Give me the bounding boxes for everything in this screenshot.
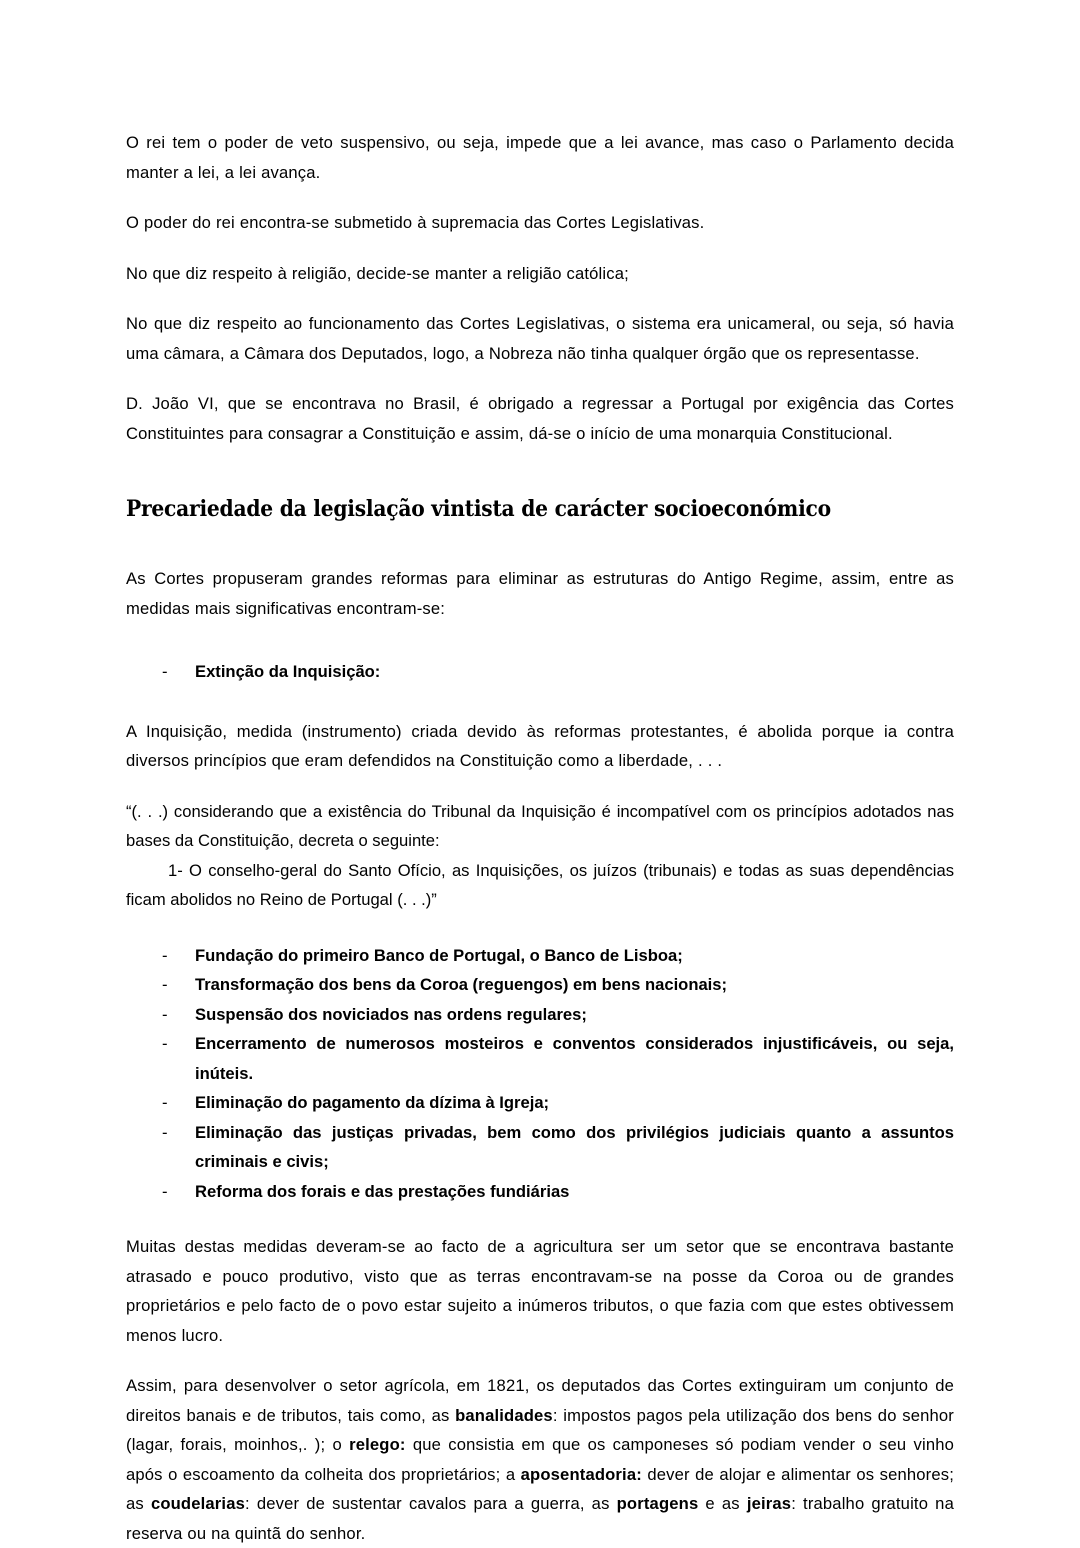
paragraph-agricultura: Muitas destas medidas deveram-se ao facto de a agricultura ser um setor que se encontrava bastante atrasado e pouco produtivo, visto que as terras encontravam-se na posse da Coroa ou de grandes proprietários e pelo facto de o povo estar sujeito a inúmeros tributos, o que fazia com que estes obtivessem menos lucro. (126, 1237, 954, 1345)
dash-bullet-icon: - (162, 662, 168, 681)
list-item (126, 1029, 954, 1088)
list-item-label: Encerramento de numerosos mosteiros e conventos considerados injustificáveis, ou seja, inúteis. (195, 1034, 954, 1083)
section-heading-block (126, 494, 954, 524)
measures-list (126, 941, 954, 1207)
list-item-label: Fundação do primeiro Banco de Portugal, o Banco de Lisboa; (195, 945, 683, 965)
dash-bullet-icon: - (162, 1004, 168, 1024)
term-aposentadoria: aposentadoria: (520, 1464, 642, 1484)
paragraph-inquisicao: A Inquisição, medida (instrumento) criada devido às reformas protestantes, é abolida porque ia contra diversos princípios que eram defendidos na Constituição como a liberdade, . . . (126, 721, 954, 770)
text-run: dever de alojar e alimentar os senhores; as (126, 1464, 954, 1513)
text-run: Assim, para desenvolver o setor agrícola, em 1821, os deputados das Cortes extinguiram um conjunto de direitos banais e de tributos, tais como, as (126, 1376, 954, 1425)
text-run: e as (698, 1494, 747, 1513)
list-item-extincao-inquisicao (126, 657, 954, 687)
term-banalidades: banalidades (455, 1405, 553, 1425)
quote-decreto-inquisicao (126, 797, 954, 915)
list-item-label: Eliminação do pagamento da dízima à Igreja; (195, 1093, 550, 1112)
quote-line-conselho-geral: 1- O conselho-geral do Santo Ofício, as Inquisições, os juízos (tribunais) e todas as suas dependências ficam abolidos no Reino de Portugal (. . .)” (126, 860, 954, 909)
section-heading-precariedade: Precariedade da legislação vintista de carácter socioeconómico (126, 496, 831, 522)
term-portagens: portagens (616, 1494, 699, 1513)
paragraph-poder-do-rei: O poder do rei encontra-se submetido à supremacia das Cortes Legislativas. (126, 213, 705, 232)
dash-bullet-icon: - (162, 1122, 168, 1142)
quote-line-considerando: “(. . .) considerando que a existência do Tribunal da Inquisição é incompatível com os princípios adotados nas bases da Constituição, decreta o seguinte: (126, 801, 954, 850)
text-run: que consistia em que os camponeses só podiam vender o seu vinho após o escoamento da colheita dos proprietários; a (126, 1435, 954, 1484)
text-run: : impostos pagos pela utilização dos bens do senhor (lagar, forais, moinhos,. ); o (126, 1405, 954, 1454)
paragraph-cortes-unicameral: No que diz respeito ao funcionamento das Cortes Legislativas, o sistema era unicameral, ou seja, só havia uma câmara, a Câmara dos Deputados, logo, a Nobreza não tinha qualquer órgão que os representasse. (126, 314, 954, 363)
list-item (126, 941, 954, 971)
list-item-label: Extinção da Inquisição: (195, 662, 381, 681)
list-item-label: Suspensão dos noviciados nas ordens regulares; (195, 1004, 587, 1024)
list-item-label: Transformação dos bens da Coroa (reguengos) em bens nacionais; (195, 975, 728, 994)
document-body (126, 128, 954, 1548)
list-item (126, 970, 954, 1000)
list-item (126, 1000, 954, 1030)
text-run: : trabalho gratuito na reserva ou na quintã do senhor. (126, 1494, 954, 1543)
dash-bullet-icon: - (162, 1181, 168, 1201)
paragraph-direitos-banais (126, 1371, 954, 1548)
paragraph-intro-reformas: As Cortes propuseram grandes reformas para eliminar as estruturas do Antigo Regime, assim, entre as medidas mais significativas encontram-se: (126, 569, 954, 618)
text-run: : dever de sustentar cavalos para a guerra, as (245, 1494, 617, 1513)
term-relego: relego: (349, 1435, 406, 1454)
list-item-label: Eliminação das justiças privadas, bem como dos privilégios judiciais quanto a assuntos criminais e civis; (195, 1122, 954, 1171)
dash-bullet-icon: - (162, 975, 168, 994)
list-item (126, 1118, 954, 1177)
paragraph-religiao: No que diz respeito à religião, decide-se manter a religião católica; (126, 263, 629, 283)
dash-bullet-icon: - (162, 1093, 168, 1112)
paragraph-veto-suspensivo: O rei tem o poder de veto suspensivo, ou seja, impede que a lei avance, mas caso o Parlamento decida manter a lei, a lei avança. (126, 133, 954, 182)
term-jeiras: jeiras (746, 1494, 792, 1513)
dash-bullet-icon: - (162, 1034, 168, 1053)
list-item-label: Reforma dos forais e das prestações fundiárias (195, 1181, 570, 1201)
dash-bullet-icon: - (162, 945, 168, 965)
term-coudelarias: coudelarias (150, 1494, 245, 1513)
paragraph-d-joao-vi: D. João VI, que se encontrava no Brasil, é obrigado a regressar a Portugal por exigência das Cortes Constituintes para consagrar a Constituição e assim, dá-se o início de uma monarquia Constitucional. (126, 394, 954, 443)
list-item (126, 1088, 954, 1118)
list-item (126, 1177, 954, 1207)
